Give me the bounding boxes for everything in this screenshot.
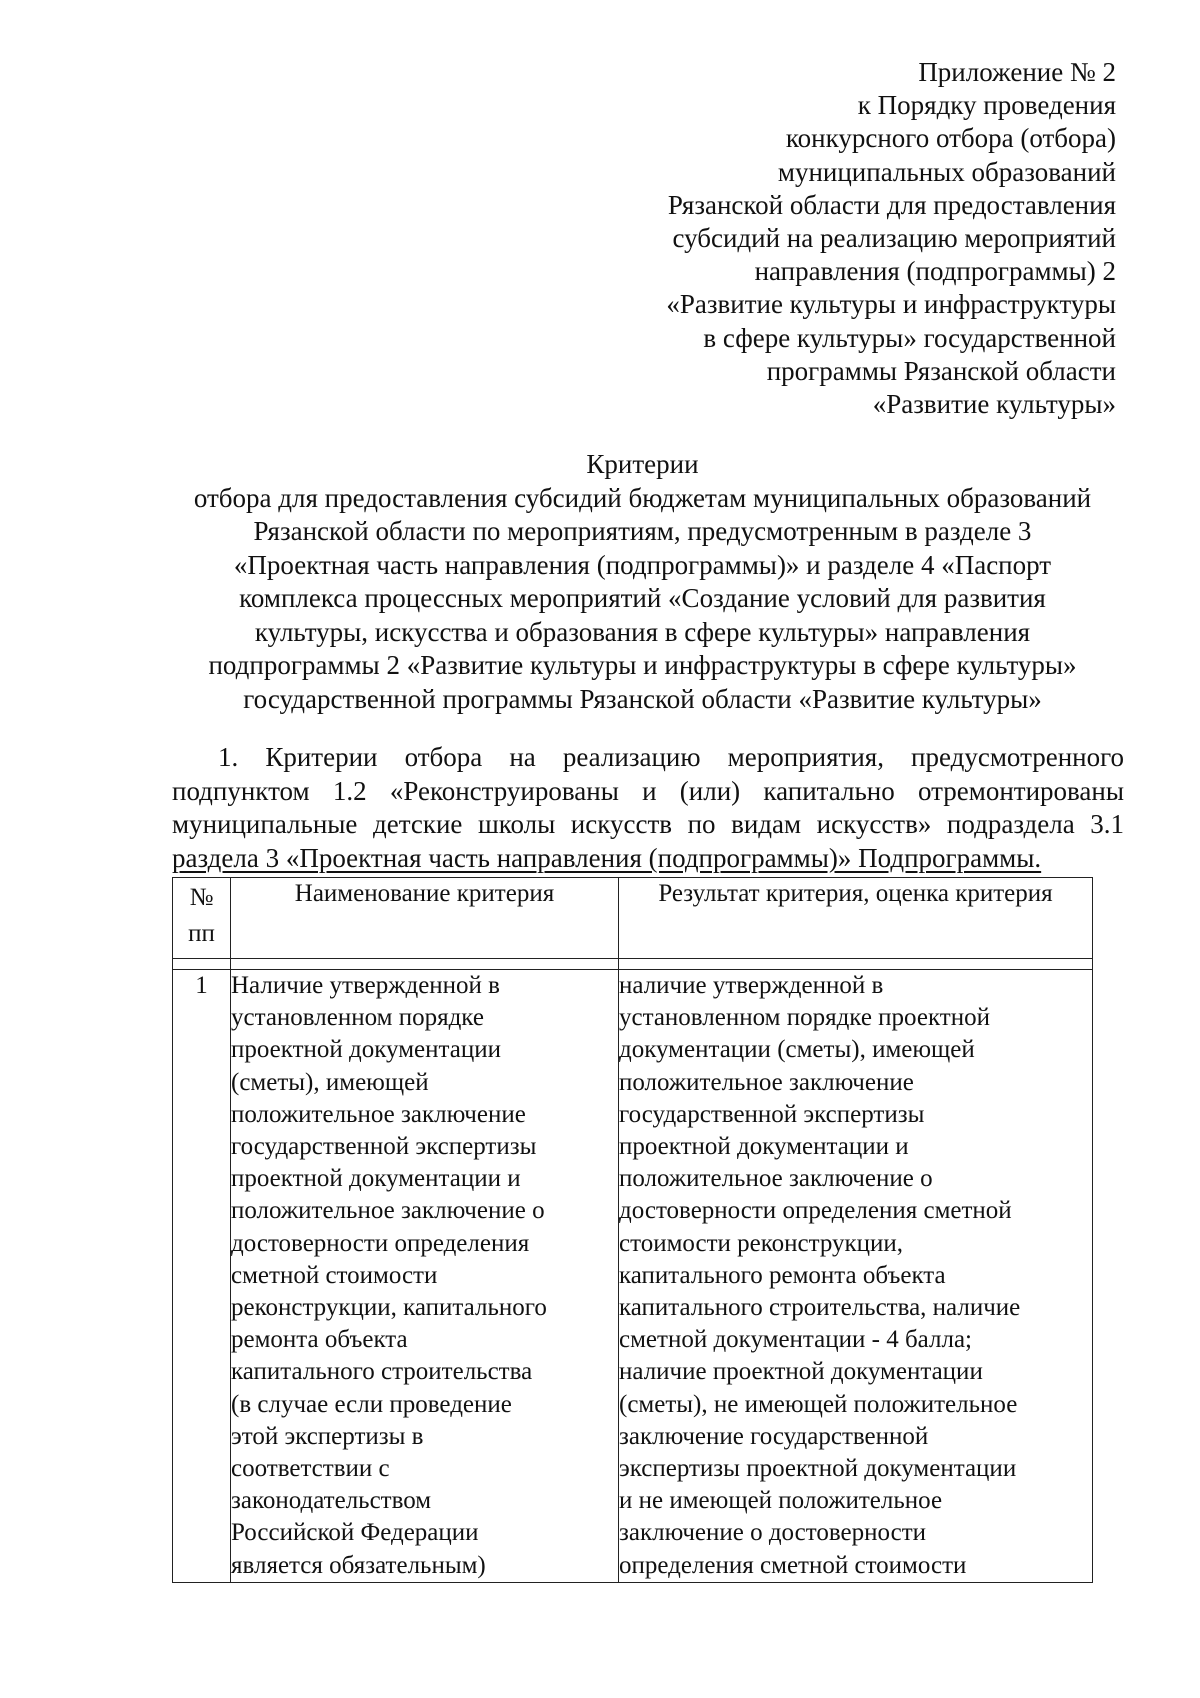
cell-line: Наличие утвержденной в xyxy=(231,972,500,999)
cell-line: капитального ремонта объекта xyxy=(619,1261,946,1289)
cell-line: определения сметной стоимости xyxy=(619,1551,967,1579)
title-line: культуры, искусства и образования в сфере культуры» направления xyxy=(254,616,1031,647)
cell-line: соответствии с xyxy=(231,1455,390,1483)
cell-line: проектной документации xyxy=(231,1036,501,1064)
paragraph-line: раздела 3 «Проектная часть направления (подпрограммы)» Подпрограммы. xyxy=(172,842,1042,873)
cell-line: достоверности определения сметной xyxy=(619,1197,1012,1225)
cell-line: государственной экспертизы xyxy=(231,1133,537,1161)
cell-line: проектной документации и xyxy=(231,1165,521,1193)
spacer-cell xyxy=(173,959,231,970)
paragraph-line: 1. Критерии отбора на реализацию мероприятия, предусмотренного xyxy=(218,742,1124,772)
annex-line: к Порядку проведения xyxy=(857,90,1116,121)
title-line: государственной программы Рязанской области «Развитие культуры» xyxy=(243,683,1042,714)
header-criterion-name: Наименование критерия xyxy=(231,878,619,959)
annex-line: «Развитие культуры и инфраструктуры xyxy=(666,289,1116,320)
annex-header xyxy=(496,56,1116,421)
title-line: Рязанской области по мероприятиям, предусмотренным в разделе 3 xyxy=(253,516,1032,546)
header-number-sign: № xyxy=(189,884,214,911)
cell-line: положительное заключение о xyxy=(231,1197,545,1225)
cell-line: проектной документации и xyxy=(619,1133,909,1161)
cell-line: документации (сметы), имеющей xyxy=(619,1036,975,1064)
cell-line: (в случае если проведение xyxy=(231,1390,512,1418)
cell-line: положительное заключение xyxy=(231,1100,526,1128)
cell-line: и не имеющей положительное xyxy=(619,1487,943,1515)
section-paragraph xyxy=(172,741,1124,875)
row-number: 1 xyxy=(173,970,231,1583)
cell-line: положительное заключение xyxy=(619,1068,914,1096)
cell-line: реконструкции, капитального xyxy=(231,1294,547,1322)
title-line: Критерии xyxy=(586,449,699,479)
criterion-result-cell xyxy=(619,970,1093,1583)
annex-line: субсидий на реализацию мероприятий xyxy=(672,223,1116,254)
annex-line: конкурсного отбора (отбора) xyxy=(785,123,1116,154)
cell-line: государственной экспертизы xyxy=(619,1100,925,1128)
annex-line: программы Рязанской области xyxy=(766,355,1116,386)
cell-line: капитального строительства xyxy=(231,1358,533,1386)
criterion-name-cell xyxy=(231,970,619,1583)
spacer-cell xyxy=(619,959,1093,970)
annex-line: направления (подпрограммы) 2 xyxy=(754,256,1116,287)
annex-line: «Развитие культуры» xyxy=(872,389,1116,420)
header-criterion-result: Результат критерия, оценка критерия xyxy=(619,878,1093,959)
cell-line: капитального строительства, наличие xyxy=(619,1294,1021,1322)
table-row xyxy=(173,970,1093,1583)
title-line: отбора для предоставления субсидий бюджетам муниципальных образований xyxy=(193,482,1092,513)
cell-line: положительное заключение о xyxy=(619,1165,933,1193)
cell-line: (сметы), не имеющей положительное xyxy=(619,1390,1018,1418)
document-title xyxy=(160,448,1125,716)
cell-line: установленном порядке xyxy=(231,1004,484,1032)
title-line: подпрограммы 2 «Развитие культуры и инфраструктуры в сфере культуры» xyxy=(208,650,1077,680)
header-number-abbr: пп xyxy=(188,920,215,948)
annex-line: муниципальных образований xyxy=(777,156,1116,187)
annex-line: в сфере культуры» государственной xyxy=(703,322,1116,353)
cell-line: наличие утвержденной в xyxy=(619,972,884,999)
criteria-table xyxy=(172,877,1093,1583)
cell-line: этой экспертизы в xyxy=(231,1422,424,1450)
cell-line: установленном порядке проектной xyxy=(619,1004,990,1032)
cell-line: стоимости реконструкции, xyxy=(619,1229,904,1257)
cell-line: заключение государственной xyxy=(619,1422,929,1450)
title-line: «Проектная часть направления (подпрограммы)» и разделе 4 «Паспорт xyxy=(233,549,1052,580)
cell-line: является обязательным) xyxy=(231,1551,486,1579)
paragraph-line: подпунктом 1.2 «Реконструированы и (или) капитально отремонтированы xyxy=(172,775,1124,806)
cell-line: Российской Федерации xyxy=(231,1519,479,1547)
cell-line: достоверности определения xyxy=(231,1229,530,1257)
title-line: комплекса процессных мероприятий «Создание условий для развития xyxy=(239,583,1046,613)
paragraph-line: муниципальные детские школы искусств по видам искусств» подраздела 3.1 xyxy=(172,809,1124,839)
cell-line: законодательством xyxy=(231,1487,432,1515)
cell-line: сметной документации - 4 балла; xyxy=(619,1326,972,1354)
cell-line: экспертизы проектной документации xyxy=(619,1455,1017,1483)
cell-line: ремонта объекта xyxy=(231,1326,408,1354)
cell-line: заключение о достоверности xyxy=(619,1519,927,1547)
annex-line: Рязанской области для предоставления xyxy=(667,189,1116,220)
cell-line: (сметы), имеющей xyxy=(231,1068,429,1096)
table-header-row xyxy=(173,878,1093,959)
spacer-cell xyxy=(231,959,619,970)
cell-line: сметной стоимости xyxy=(231,1261,438,1289)
cell-line: наличие проектной документации xyxy=(619,1358,983,1386)
annex-line: Приложение № 2 xyxy=(918,57,1116,87)
table-spacer-row xyxy=(173,959,1093,970)
header-number xyxy=(173,878,231,959)
